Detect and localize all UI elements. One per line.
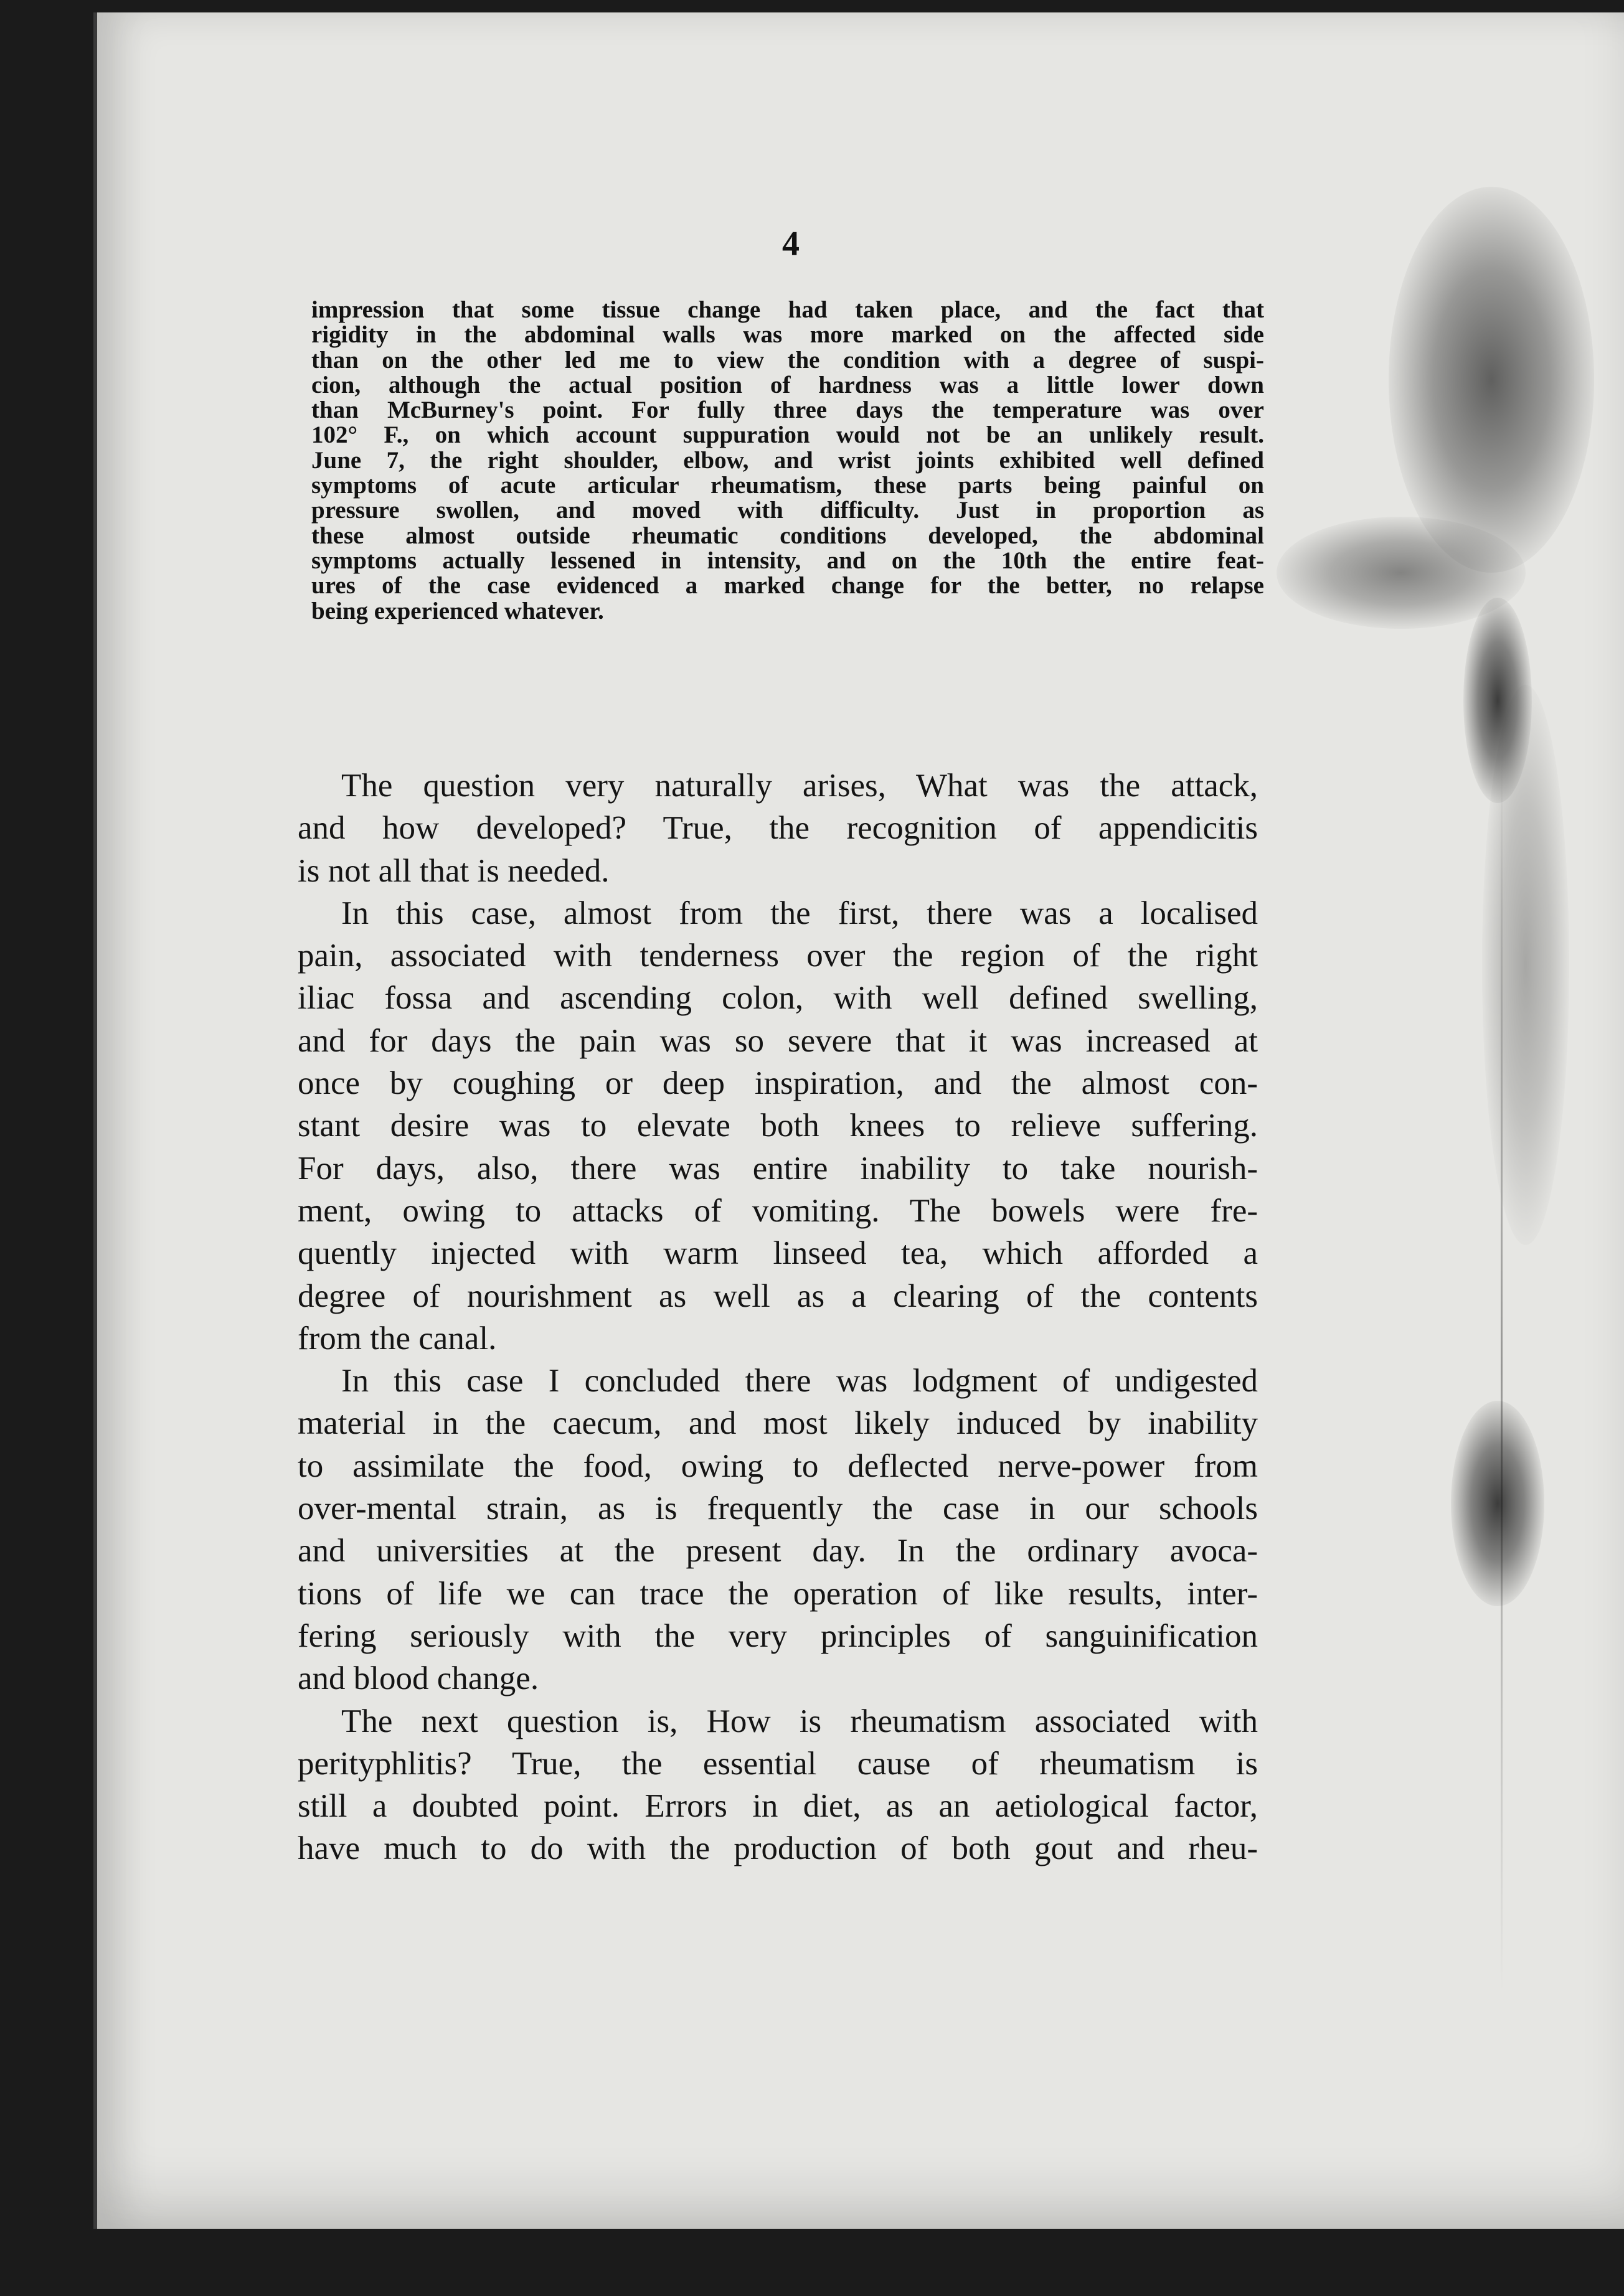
text-line: cion, although the actual position of hardness was a little lower down: [311, 371, 1264, 398]
text-line: stant desire was to elevate both knees to relieve suffering.: [298, 1108, 1258, 1144]
text-line: symptoms of acute articular rheumatism, these parts being painful on: [311, 472, 1264, 499]
text-line: symptoms actually lessened in intensity, and on the 10th the entire feat-: [311, 547, 1264, 574]
small-print-passage: [311, 298, 1264, 624]
text-line: pressure swollen, and moved with difficulty. Just in proportion as: [311, 497, 1264, 524]
text-line: from the canal.: [298, 1320, 497, 1357]
text-line: is not all that is needed.: [298, 852, 610, 889]
text-line: have much to do with the production of both gout and rheu-: [298, 1830, 1258, 1867]
text-line: and how developed? True, the recognition of appendicitis: [298, 810, 1258, 847]
text-line: and blood change.: [298, 1660, 539, 1697]
text-line: rigidity in the abdominal walls was more marked on the affected side: [311, 321, 1264, 349]
text-line: once by coughing or deep inspiration, and the almost con-: [298, 1065, 1258, 1102]
ink-stain: [1389, 187, 1594, 573]
text-line: still a doubted point. Errors in diet, as an aetiological factor,: [298, 1788, 1258, 1825]
text-line: ment, owing to attacks of vomiting. The bowels were fre-: [298, 1192, 1258, 1229]
text-line: In this case I concluded there was lodgment of undigested: [341, 1363, 1258, 1400]
text-line: and universities at the present day. In the ordinary avoca-: [298, 1533, 1258, 1569]
text-line: June 7, the right shoulder, elbow, and wrist joints exhibited well defined: [311, 446, 1264, 474]
text-line: The next question is, How is rheumatism associated with: [341, 1703, 1258, 1739]
page-fold-line: [1501, 747, 1503, 1992]
text-line: ures of the case evidenced a marked change for the better, no relapse: [311, 572, 1264, 600]
text-line: degree of nourishment as well as a clearing of the contents: [298, 1277, 1258, 1314]
text-line: impression that some tissue change had taken place, and the fact that: [311, 296, 1264, 323]
text-line: perityphlitis? True, the essential cause of rheumatism is: [298, 1745, 1258, 1782]
text-line: over-mental strain, as is frequently the case in our schools: [298, 1490, 1258, 1527]
text-line: material in the caecum, and most likely induced by inability: [298, 1405, 1258, 1442]
ink-stain: [1451, 1401, 1544, 1606]
text-line: iliac fossa and ascending colon, with well defined swelling,: [298, 980, 1258, 1017]
text-line: to assimilate the food, owing to deflected nerve-power from: [298, 1447, 1258, 1484]
text-line: and for days the pain was so severe that it was increased at: [298, 1022, 1258, 1059]
text-line: tions of life we can trace the operation of like results, inter-: [298, 1575, 1258, 1612]
text-line: In this case, almost from the first, there was a localised: [341, 895, 1258, 931]
text-line: being experienced whatever.: [311, 597, 604, 624]
text-line: The question very naturally arises, What was the attack,: [341, 768, 1258, 804]
text-line: than McBurney's point. For fully three days the temperature was over: [311, 397, 1264, 424]
page-number: 4: [782, 225, 800, 263]
text-line: these almost outside rheumatic conditions developed, the abdominal: [311, 522, 1264, 549]
text-line: 102° F., on which account suppuration would not be an unlikely result.: [311, 421, 1264, 449]
ink-stain: [1482, 685, 1569, 1245]
text-line: than on the other led me to view the condition with a degree of suspi-: [311, 346, 1264, 374]
text-line: fering seriously with the very principles of sanguinification: [298, 1617, 1258, 1654]
text-line: pain, associated with tenderness over the region of the right: [298, 938, 1258, 974]
main-text-body: [298, 765, 1258, 1870]
text-line: For days, also, there was entire inability to take nourish-: [298, 1150, 1258, 1187]
text-line: quently injected with warm linseed tea, which afforded a: [298, 1235, 1258, 1272]
